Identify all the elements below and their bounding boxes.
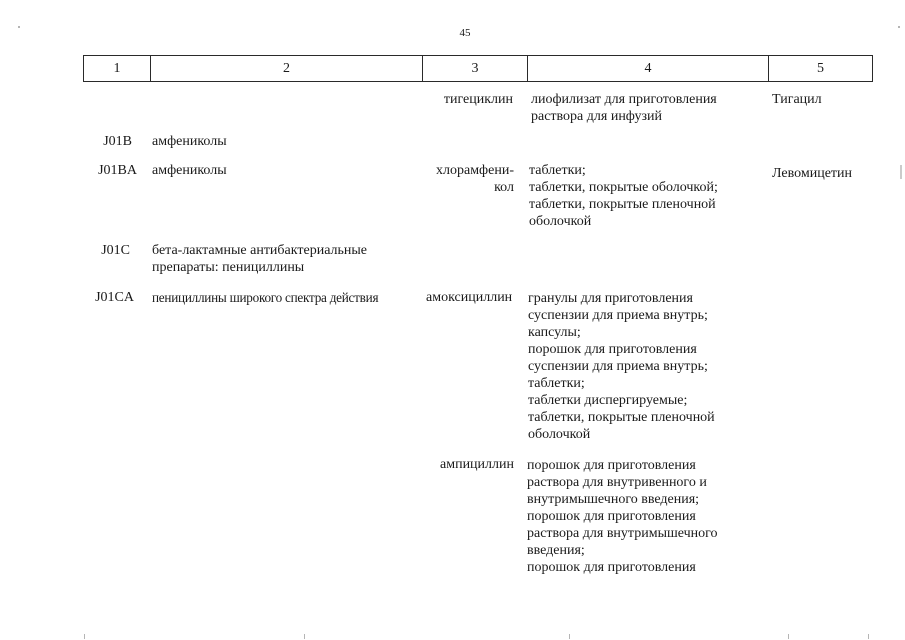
dosage-forms-cell: таблетки; таблетки, покрытые оболочкой; таблетки, покрытые пленочной оболочкой (529, 163, 718, 229)
scan-artifact (868, 634, 869, 639)
column-header-3: 3 (471, 61, 479, 76)
scan-artifact (788, 634, 789, 639)
scan-artifact (569, 634, 570, 639)
column-header-2: 2 (283, 61, 290, 76)
atc-code-cell: J01B (103, 134, 132, 149)
dosage-forms-cell: порошок для приготовления раствора для внутривенного и внутримышечного введения; порошок для приготовления раствора для внутримышечного введения; порошок для приготовления (527, 458, 718, 575)
column-header-1: 1 (113, 61, 121, 76)
column-header-5: 5 (817, 61, 824, 76)
substance-cell: амоксициллин (426, 290, 513, 305)
atc-code-cell: J01BA (98, 163, 137, 178)
atc-code-cell: J01C (101, 243, 130, 258)
scan-artifact (18, 26, 20, 28)
column-header-4: 4 (644, 61, 652, 76)
trade-name-cell: Левомицетин (772, 166, 853, 181)
group-name-cell: пенициллины широкого спектра действия (152, 290, 379, 305)
dosage-forms-cell: гранулы для приготовления суспензии для приема внутрь; капсулы; порошок для приготовления суспензии для приема внутрь; таблетки; таблетки диспергируемые; таблетки, покрытые пленочной оболочкой (528, 291, 715, 442)
column-divider (872, 55, 873, 82)
scan-artifact (84, 634, 85, 639)
scan-artifact (898, 26, 900, 28)
scan-artifact (304, 634, 305, 639)
group-name-cell: амфениколы (152, 163, 227, 178)
dosage-forms-cell: лиофилизат для приготовления раствора для инфузий (531, 92, 717, 124)
group-name-cell: бета-лактамные антибактериальные препараты: пенициллины (152, 243, 368, 275)
table-header-bottom-border (83, 81, 873, 82)
substance-cell: тигециклин (443, 92, 513, 107)
trade-name-cell: Тигацил (772, 92, 822, 107)
scan-artifact (900, 165, 902, 179)
page-number: 45 (459, 27, 471, 39)
group-name-cell: амфениколы (152, 134, 227, 149)
table-header-top-border (83, 55, 873, 56)
substance-cell: хлорамфени- кол (436, 163, 514, 195)
atc-code-cell: J01CA (95, 290, 134, 305)
substance-cell: ампициллин (440, 457, 514, 472)
